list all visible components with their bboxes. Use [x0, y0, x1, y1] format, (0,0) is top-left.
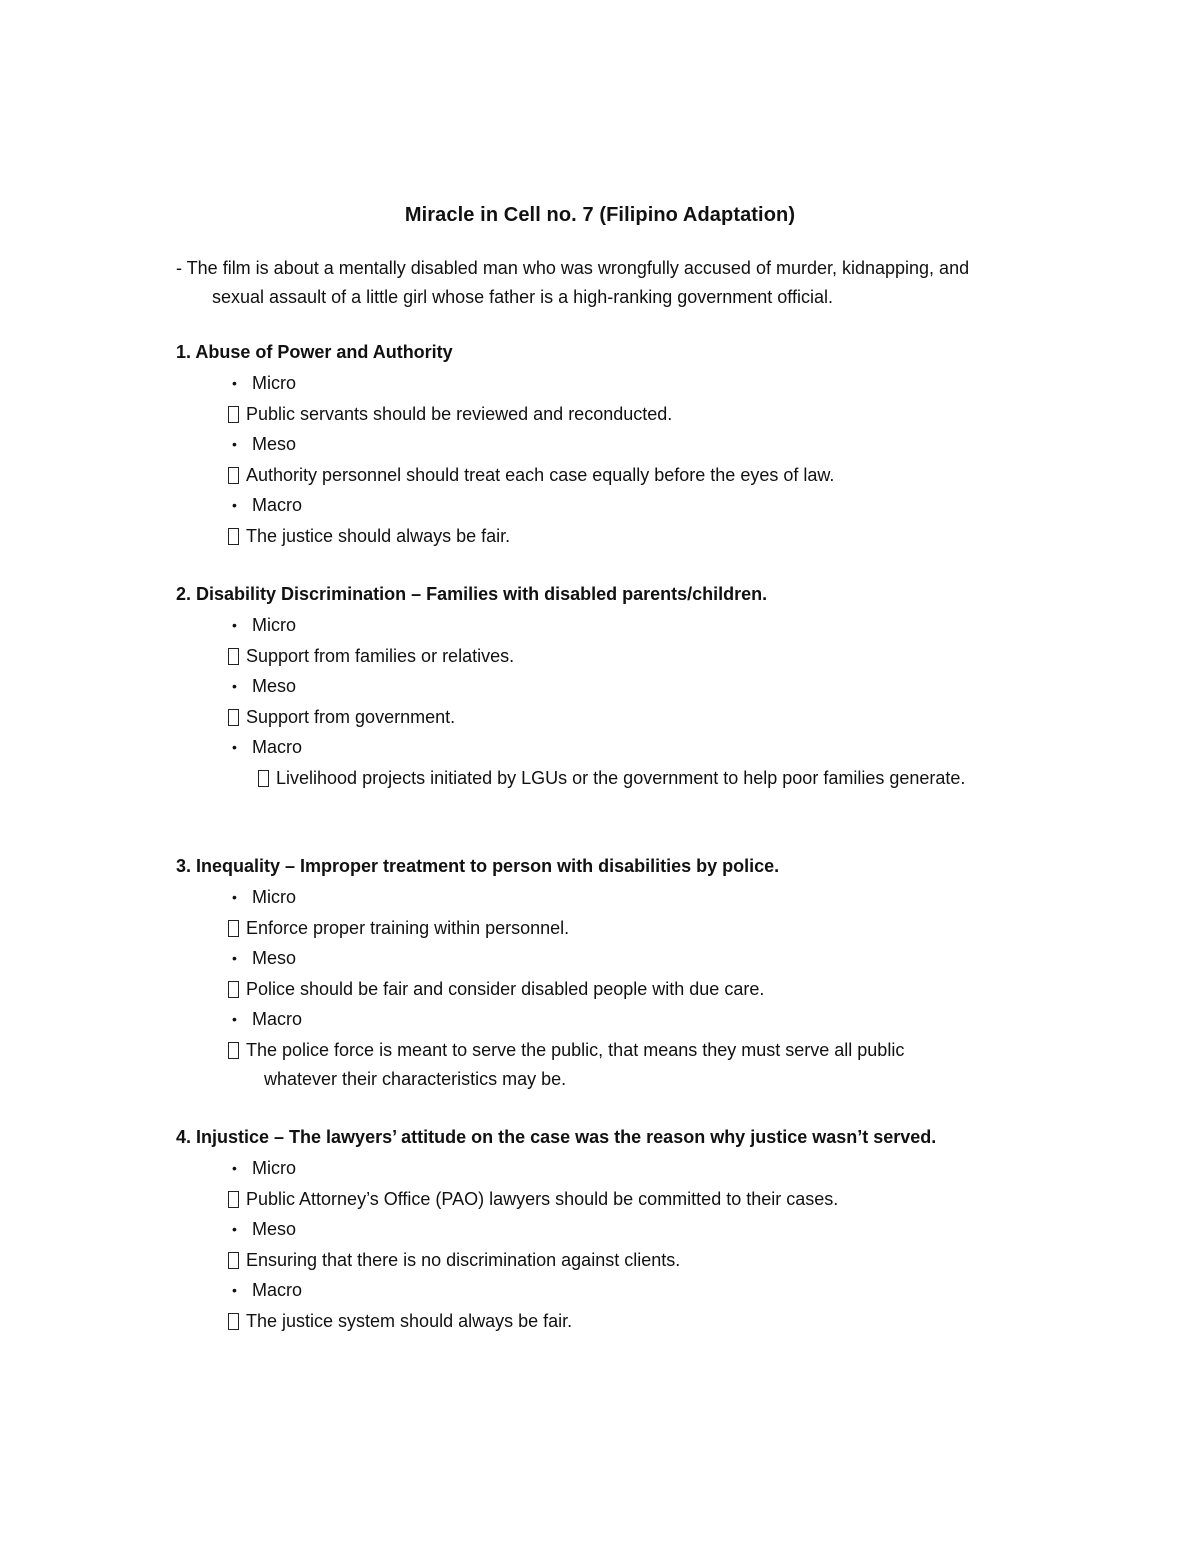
level-macro: • Macro	[176, 490, 1076, 521]
bullet-icon: •	[232, 617, 237, 633]
bullet-icon: •	[232, 1011, 237, 1027]
missing-glyph-box-icon	[228, 981, 239, 998]
point-meso: Ensuring that there is no discrimination against clients.	[176, 1245, 1076, 1276]
level-meso: • Meso	[176, 1214, 1076, 1245]
missing-glyph-box-icon	[228, 648, 239, 665]
document-title: Miracle in Cell no. 7 (Filipino Adaptation)	[404, 204, 796, 226]
point-meso: Police should be fair and consider disabled people with due care.	[176, 974, 1076, 1005]
bullet-icon: •	[232, 1160, 237, 1176]
section-heading: 4. Injustice – The lawyers’ attitude on the case was the reason why justice wasn’t served.	[176, 1127, 937, 1147]
bullet-icon: •	[232, 678, 237, 694]
level-micro: • Micro	[176, 368, 1076, 399]
summary-line-2: sexual assault of a little girl whose father is a high-ranking government official.	[212, 287, 833, 307]
point-macro-continuation: whatever their characteristics may be.	[264, 1069, 567, 1089]
level-meso: • Meso	[176, 943, 1076, 974]
bullet-icon: •	[232, 1282, 237, 1298]
level-micro: • Micro	[176, 882, 1076, 913]
section-heading: 1. Abuse of Power and Authority	[176, 342, 453, 362]
section-inequality	[176, 851, 1076, 1094]
missing-glyph-box-icon	[228, 528, 239, 545]
level-micro: • Micro	[176, 1153, 1076, 1184]
bullet-icon: •	[232, 950, 237, 966]
missing-glyph-box-icon	[258, 770, 269, 787]
section-abuse-of-power	[176, 337, 1076, 551]
missing-glyph-box-icon	[228, 1191, 239, 1208]
point-micro: Public servants should be reviewed and reconducted.	[176, 399, 1076, 430]
bullet-icon: •	[232, 889, 237, 905]
section-heading: 3. Inequality – Improper treatment to person with disabilities by police.	[176, 856, 780, 876]
point-micro: Public Attorney’s Office (PAO) lawyers should be committed to their cases.	[176, 1184, 1076, 1215]
bullet-icon: •	[232, 739, 237, 755]
bullet-icon: •	[232, 1221, 237, 1237]
missing-glyph-box-icon	[228, 1252, 239, 1269]
section-disability-discrimination	[176, 579, 1076, 793]
point-meso: Authority personnel should treat each case equally before the eyes of law.	[176, 460, 1076, 491]
point-meso: Support from government.	[176, 702, 1076, 733]
bullet-icon: •	[232, 375, 237, 391]
bullet-icon: •	[232, 436, 237, 452]
missing-glyph-box-icon	[228, 406, 239, 423]
level-macro: • Macro	[176, 1275, 1076, 1306]
summary-line-1: - The film is about a mentally disabled man who was wrongfully accused of murder, kidnapping, and	[176, 258, 970, 278]
point-micro: Enforce proper training within personnel.	[176, 913, 1076, 944]
film-summary	[176, 254, 1076, 312]
point-macro: The police force is meant to serve the public, that means they must serve all public	[176, 1035, 1076, 1066]
missing-glyph-box-icon	[228, 467, 239, 484]
point-macro: Livelihood projects initiated by LGUs or the government to help poor families generate.	[176, 763, 1076, 794]
point-macro: The justice system should always be fair.	[176, 1306, 1076, 1337]
level-macro: • Macro	[176, 732, 1076, 763]
point-macro: The justice should always be fair.	[176, 521, 1076, 552]
point-micro: Support from families or relatives.	[176, 641, 1076, 672]
missing-glyph-box-icon	[228, 1042, 239, 1059]
level-macro: • Macro	[176, 1004, 1076, 1035]
bullet-icon: •	[232, 497, 237, 513]
level-meso: • Meso	[176, 429, 1076, 460]
level-micro: • Micro	[176, 610, 1076, 641]
section-injustice	[176, 1122, 1076, 1336]
missing-glyph-box-icon	[228, 709, 239, 726]
level-meso: • Meso	[176, 671, 1076, 702]
missing-glyph-box-icon	[228, 1313, 239, 1330]
missing-glyph-box-icon	[228, 920, 239, 937]
section-heading: 2. Disability Discrimination – Families with disabled parents/children.	[176, 584, 768, 604]
